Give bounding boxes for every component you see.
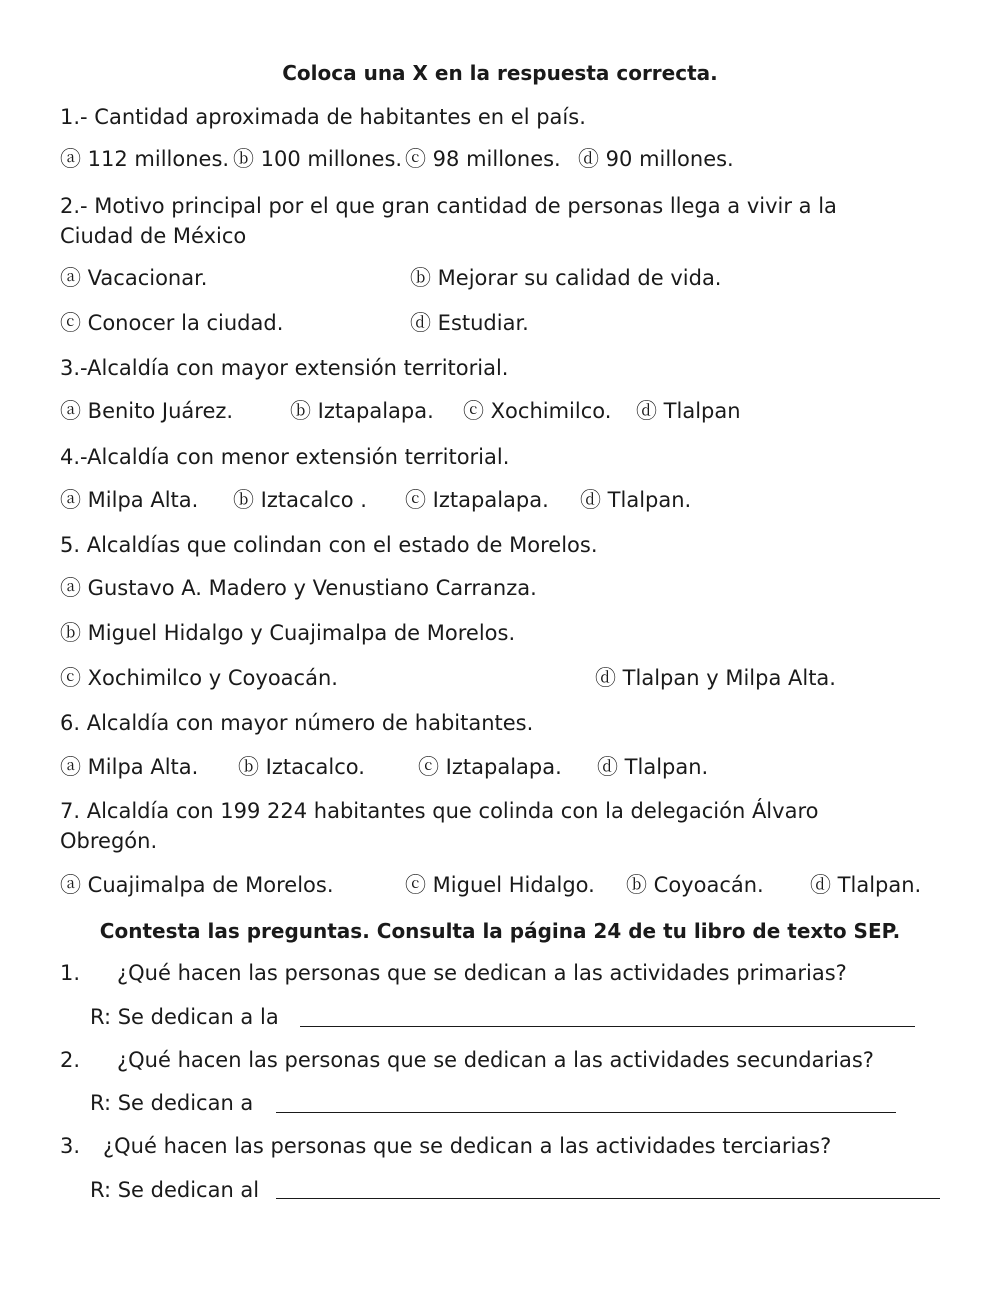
q4-option-c[interactable]: ⓒ Iztapalapa. [405, 488, 549, 512]
open-question-1-number: 1. [60, 961, 81, 985]
q4-option-d[interactable]: ⓓ Tlalpan. [580, 488, 692, 512]
q3-option-d[interactable]: ⓓ Tlalpan [636, 399, 741, 423]
q2-option-b[interactable]: ⓑ Mejorar su calidad de vida. [410, 266, 722, 290]
open-question-2-answer-line[interactable] [276, 1112, 896, 1113]
q1-option-b[interactable]: ⓑ 100 millones. [233, 147, 403, 171]
question-5: 5. Alcaldías que colindan con el estado de Morelos. [60, 533, 598, 557]
q6-option-c[interactable]: ⓒ Iztapalapa. [418, 755, 562, 779]
q7-option-b[interactable]: ⓑ Coyoacán. [626, 873, 764, 897]
open-question-3-number: 3. [60, 1134, 81, 1158]
q3-option-a[interactable]: ⓐ Benito Juárez. [60, 399, 234, 423]
question-7-line-1: 7. Alcaldía con 199 224 habitantes que colinda con la delegación Álvaro [60, 799, 819, 823]
q1-option-a[interactable]: ⓐ 112 millones. [60, 147, 230, 171]
q3-option-c[interactable]: ⓒ Xochimilco. [463, 399, 612, 423]
q5-option-c[interactable]: ⓒ Xochimilco y Coyoacán. [60, 666, 338, 690]
q3-option-b[interactable]: ⓑ Iztapalapa. [290, 399, 434, 423]
question-7-line-2: Obregón. [60, 829, 158, 853]
open-question-2-number: 2. [60, 1048, 81, 1072]
q2-option-c[interactable]: ⓒ Conocer la ciudad. [60, 311, 284, 335]
q1-option-c[interactable]: ⓒ 98 millones. [405, 147, 561, 171]
q4-option-b[interactable]: ⓑ Iztacalco . [233, 488, 367, 512]
open-question-1-answer-line[interactable] [300, 1026, 915, 1027]
q4-option-a[interactable]: ⓐ Milpa Alta. [60, 488, 199, 512]
q5-option-a[interactable]: ⓐ Gustavo A. Madero y Venustiano Carranza. [60, 576, 537, 600]
q5-option-b[interactable]: ⓑ Miguel Hidalgo y Cuajimalpa de Morelos. [60, 621, 516, 645]
instructions-heading: Coloca una X en la respuesta correcta. [282, 61, 718, 85]
open-question-1: ¿Qué hacen las personas que se dedican a las actividades primarias? [117, 961, 847, 985]
q7-option-c[interactable]: ⓒ Miguel Hidalgo. [405, 873, 595, 897]
open-question-3: ¿Qué hacen las personas que se dedican a las actividades terciarias? [103, 1134, 832, 1158]
open-question-2: ¿Qué hacen las personas que se dedican a las actividades secundarias? [117, 1048, 874, 1072]
open-question-2-answer-label: R: Se dedican a [90, 1091, 254, 1115]
q6-option-d[interactable]: ⓓ Tlalpan. [597, 755, 709, 779]
q1-option-d[interactable]: ⓓ 90 millones. [578, 147, 734, 171]
question-2-line-2: Ciudad de México [60, 224, 247, 248]
open-question-3-answer-line[interactable] [276, 1198, 940, 1199]
open-question-3-answer-label: R: Se dedican al [90, 1178, 260, 1202]
question-3: 3.-Alcaldía con mayor extensión territorial. [60, 356, 509, 380]
q6-option-b[interactable]: ⓑ Iztacalco. [238, 755, 365, 779]
question-1: 1.- Cantidad aproximada de habitantes en el país. [60, 105, 586, 129]
q7-option-a[interactable]: ⓐ Cuajimalpa de Morelos. [60, 873, 334, 897]
q6-option-a[interactable]: ⓐ Milpa Alta. [60, 755, 199, 779]
question-6: 6. Alcaldía con mayor número de habitantes. [60, 711, 534, 735]
q2-option-d[interactable]: ⓓ Estudiar. [410, 311, 529, 335]
instructions-heading-2: Contesta las preguntas. Consulta la página 24 de tu libro de texto SEP. [99, 919, 901, 943]
q2-option-a[interactable]: ⓐ Vacacionar. [60, 266, 208, 290]
q7-option-d[interactable]: ⓓ Tlalpan. [810, 873, 922, 897]
question-2-line-1: 2.- Motivo principal por el que gran cantidad de personas llega a vivir a la [60, 194, 837, 218]
open-question-1-answer-label: R: Se dedican a la [90, 1005, 279, 1029]
q5-option-d[interactable]: ⓓ Tlalpan y Milpa Alta. [595, 666, 836, 690]
question-4: 4.-Alcaldía con menor extensión territorial. [60, 445, 510, 469]
